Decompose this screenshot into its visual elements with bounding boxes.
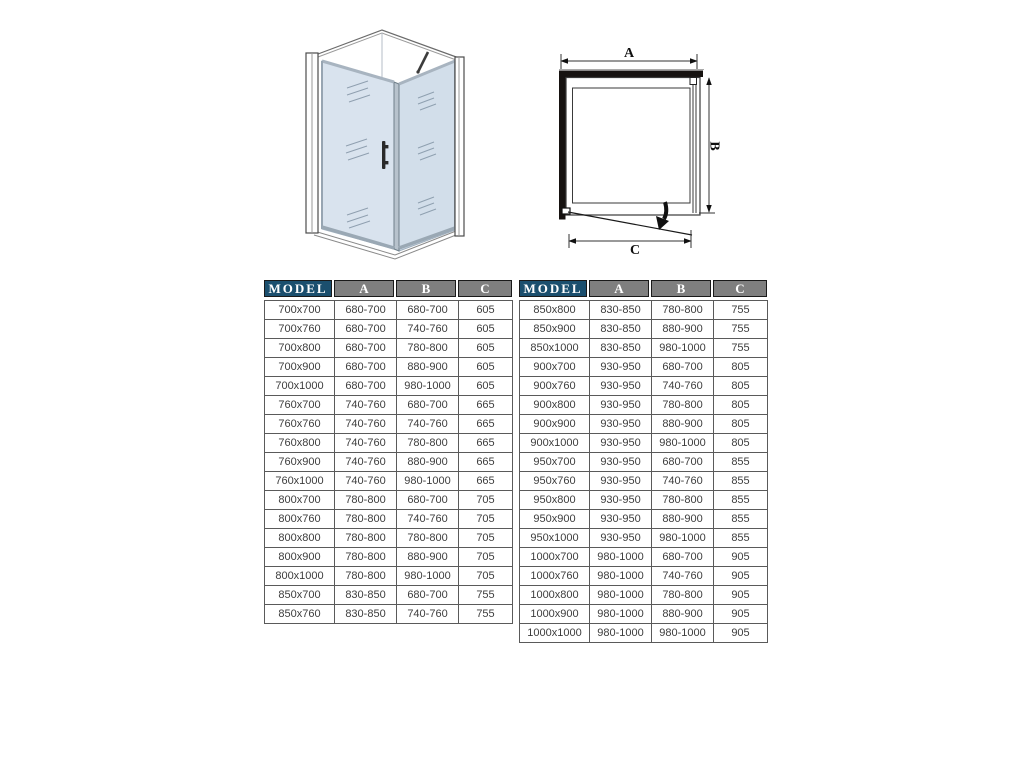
- table-row: [520, 453, 768, 472]
- model-cell: 850x700: [265, 586, 335, 605]
- column-header-b: B: [396, 280, 456, 297]
- table-row: [520, 396, 768, 415]
- model-cell: 800x760: [265, 510, 335, 529]
- size-table-2-body: [519, 300, 768, 643]
- table-row: [520, 339, 768, 358]
- size-table-1-header: [264, 280, 512, 297]
- size-table-2-header: [519, 280, 767, 297]
- table-row: [265, 453, 513, 472]
- model-cell: 850x760: [265, 605, 335, 624]
- size-table-1: [264, 280, 512, 624]
- model-cell: 900x760: [520, 377, 590, 396]
- size-cell: 740-760: [397, 510, 459, 529]
- size-cell: 880-900: [652, 605, 714, 624]
- size-cell: 930-950: [590, 472, 652, 491]
- dimension-label-c: C: [630, 243, 641, 258]
- size-cell: 680-700: [335, 377, 397, 396]
- model-cell: 700x760: [265, 320, 335, 339]
- size-cell: 880-900: [652, 320, 714, 339]
- model-cell: 900x800: [520, 396, 590, 415]
- model-cell: 800x800: [265, 529, 335, 548]
- size-cell: 680-700: [652, 453, 714, 472]
- size-cell: 755: [714, 339, 768, 358]
- size-cell: 780-800: [652, 491, 714, 510]
- model-cell: 760x900: [265, 453, 335, 472]
- size-cell: 830-850: [590, 320, 652, 339]
- size-cell: 855: [714, 510, 768, 529]
- model-cell: 1000x1000: [520, 624, 590, 643]
- size-cell: 880-900: [397, 358, 459, 377]
- table-row: [265, 548, 513, 567]
- size-cell: 805: [714, 377, 768, 396]
- size-cell: 855: [714, 491, 768, 510]
- table-row: [265, 529, 513, 548]
- size-cell: 705: [459, 510, 513, 529]
- column-header-a: A: [334, 280, 394, 297]
- table-row: [520, 377, 768, 396]
- model-cell: 900x700: [520, 358, 590, 377]
- table-row: [265, 567, 513, 586]
- table-row: [265, 510, 513, 529]
- size-cell: 980-1000: [590, 548, 652, 567]
- size-cell: 740-760: [335, 415, 397, 434]
- size-cell: 980-1000: [590, 567, 652, 586]
- size-cell: 705: [459, 491, 513, 510]
- model-cell: 1000x900: [520, 605, 590, 624]
- size-cell: 855: [714, 529, 768, 548]
- size-cell: 680-700: [335, 301, 397, 320]
- model-cell: 950x900: [520, 510, 590, 529]
- size-cell: 680-700: [652, 548, 714, 567]
- size-cell: 680-700: [335, 339, 397, 358]
- size-cell: 705: [459, 529, 513, 548]
- size-cell: 830-850: [590, 339, 652, 358]
- size-cell: 780-800: [335, 491, 397, 510]
- model-cell: 760x1000: [265, 472, 335, 491]
- table-row: [265, 491, 513, 510]
- size-cell: 755: [459, 605, 513, 624]
- size-cell: 780-800: [335, 548, 397, 567]
- size-cell: 805: [714, 358, 768, 377]
- column-header-a: A: [589, 280, 649, 297]
- size-cell: 605: [459, 320, 513, 339]
- size-cell: 755: [459, 586, 513, 605]
- size-cell: 930-950: [590, 529, 652, 548]
- table-row: [520, 358, 768, 377]
- model-cell: 760x760: [265, 415, 335, 434]
- table-row: [520, 605, 768, 624]
- table-row: [520, 624, 768, 643]
- size-cell: 980-1000: [652, 529, 714, 548]
- size-cell: 930-950: [590, 510, 652, 529]
- table-row: [520, 415, 768, 434]
- dimension-label-a: A: [624, 46, 635, 61]
- size-cell: 880-900: [397, 453, 459, 472]
- table-row: [265, 472, 513, 491]
- size-cell: 780-800: [397, 434, 459, 453]
- size-cell: 780-800: [335, 567, 397, 586]
- size-cell: 980-1000: [397, 377, 459, 396]
- size-cell: 605: [459, 339, 513, 358]
- size-cell: 680-700: [397, 301, 459, 320]
- size-cell: 880-900: [652, 510, 714, 529]
- size-cell: 605: [459, 377, 513, 396]
- size-cell: 780-800: [397, 529, 459, 548]
- table-row: [520, 586, 768, 605]
- size-cell: 855: [714, 472, 768, 491]
- size-cell: 805: [714, 396, 768, 415]
- table-row: [520, 434, 768, 453]
- size-cell: 665: [459, 453, 513, 472]
- size-cell: 605: [459, 358, 513, 377]
- size-cell: 740-760: [335, 453, 397, 472]
- size-cell: 830-850: [335, 605, 397, 624]
- size-cell: 780-800: [335, 510, 397, 529]
- model-cell: 850x800: [520, 301, 590, 320]
- size-cell: 930-950: [590, 358, 652, 377]
- size-cell: 665: [459, 434, 513, 453]
- size-cell: 680-700: [397, 491, 459, 510]
- column-header-model: MODEL: [264, 280, 332, 297]
- model-cell: 760x700: [265, 396, 335, 415]
- model-cell: 1000x800: [520, 586, 590, 605]
- model-cell: 950x760: [520, 472, 590, 491]
- size-cell: 665: [459, 415, 513, 434]
- size-cell: 680-700: [652, 358, 714, 377]
- table-row: [520, 301, 768, 320]
- size-cell: 905: [714, 605, 768, 624]
- size-cell: 830-850: [590, 301, 652, 320]
- size-cell: 680-700: [397, 586, 459, 605]
- table-row: [520, 567, 768, 586]
- model-cell: 800x900: [265, 548, 335, 567]
- size-cell: 980-1000: [590, 586, 652, 605]
- size-cell: 930-950: [590, 453, 652, 472]
- size-cell: 680-700: [397, 396, 459, 415]
- size-cell: 740-760: [397, 605, 459, 624]
- table-row: [265, 415, 513, 434]
- model-cell: 700x1000: [265, 377, 335, 396]
- size-cell: 880-900: [652, 415, 714, 434]
- model-cell: 760x800: [265, 434, 335, 453]
- iso-view-diagram: [278, 18, 478, 268]
- model-cell: 850x1000: [520, 339, 590, 358]
- model-cell: 1000x760: [520, 567, 590, 586]
- size-cell: 740-760: [652, 567, 714, 586]
- size-cell: 980-1000: [652, 624, 714, 643]
- size-cell: 665: [459, 472, 513, 491]
- table-row: [265, 320, 513, 339]
- column-header-b: B: [651, 280, 711, 297]
- model-cell: 700x800: [265, 339, 335, 358]
- size-cell: 705: [459, 548, 513, 567]
- size-cell: 980-1000: [652, 434, 714, 453]
- model-cell: 850x900: [520, 320, 590, 339]
- dimension-label-b: B: [706, 141, 722, 151]
- size-cell: 780-800: [335, 529, 397, 548]
- size-cell: 905: [714, 548, 768, 567]
- size-cell: 780-800: [652, 396, 714, 415]
- model-cell: 950x700: [520, 453, 590, 472]
- size-cell: 905: [714, 586, 768, 605]
- size-cell: 755: [714, 301, 768, 320]
- table-row: [265, 339, 513, 358]
- size-cell: 930-950: [590, 434, 652, 453]
- size-cell: 740-760: [335, 472, 397, 491]
- size-cell: 855: [714, 453, 768, 472]
- size-cell: 780-800: [652, 301, 714, 320]
- size-cell: 980-1000: [652, 339, 714, 358]
- size-cell: 755: [714, 320, 768, 339]
- size-cell: 880-900: [397, 548, 459, 567]
- size-table-1-body: [264, 300, 513, 624]
- table-row: [265, 586, 513, 605]
- table-row: [265, 434, 513, 453]
- size-cell: 930-950: [590, 415, 652, 434]
- size-table-2: [519, 280, 767, 643]
- size-cell: 740-760: [335, 434, 397, 453]
- size-cell: 780-800: [397, 339, 459, 358]
- size-cell: 830-850: [335, 586, 397, 605]
- model-cell: 800x1000: [265, 567, 335, 586]
- size-cell: 980-1000: [397, 567, 459, 586]
- size-cell: 705: [459, 567, 513, 586]
- table-row: [265, 358, 513, 377]
- table-row: [520, 529, 768, 548]
- size-cell: 980-1000: [590, 605, 652, 624]
- size-cell: 980-1000: [397, 472, 459, 491]
- size-cell: 905: [714, 567, 768, 586]
- size-cell: 605: [459, 301, 513, 320]
- column-header-model: MODEL: [519, 280, 587, 297]
- size-cell: 740-760: [397, 320, 459, 339]
- model-cell: 700x900: [265, 358, 335, 377]
- table-row: [520, 472, 768, 491]
- table-row: [265, 377, 513, 396]
- size-cell: 665: [459, 396, 513, 415]
- size-cell: 780-800: [652, 586, 714, 605]
- table-row: [520, 491, 768, 510]
- size-cell: 930-950: [590, 396, 652, 415]
- model-cell: 950x1000: [520, 529, 590, 548]
- table-row: [520, 320, 768, 339]
- column-header-c: C: [713, 280, 767, 297]
- model-cell: 800x700: [265, 491, 335, 510]
- size-cell: 740-760: [335, 396, 397, 415]
- size-cell: 740-760: [397, 415, 459, 434]
- size-cell: 805: [714, 415, 768, 434]
- table-row: [520, 548, 768, 567]
- column-header-c: C: [458, 280, 512, 297]
- size-cell: 680-700: [335, 358, 397, 377]
- model-cell: 1000x700: [520, 548, 590, 567]
- model-cell: 700x700: [265, 301, 335, 320]
- model-cell: 900x900: [520, 415, 590, 434]
- size-cell: 930-950: [590, 491, 652, 510]
- size-cell: 680-700: [335, 320, 397, 339]
- size-cell: 740-760: [652, 472, 714, 491]
- size-cell: 980-1000: [590, 624, 652, 643]
- model-cell: 950x800: [520, 491, 590, 510]
- model-cell: 900x1000: [520, 434, 590, 453]
- size-cell: 905: [714, 624, 768, 643]
- size-cell: 740-760: [652, 377, 714, 396]
- table-row: [265, 396, 513, 415]
- size-cell: 930-950: [590, 377, 652, 396]
- size-cell: 805: [714, 434, 768, 453]
- table-row: [520, 510, 768, 529]
- table-row: [265, 605, 513, 624]
- table-row: [265, 301, 513, 320]
